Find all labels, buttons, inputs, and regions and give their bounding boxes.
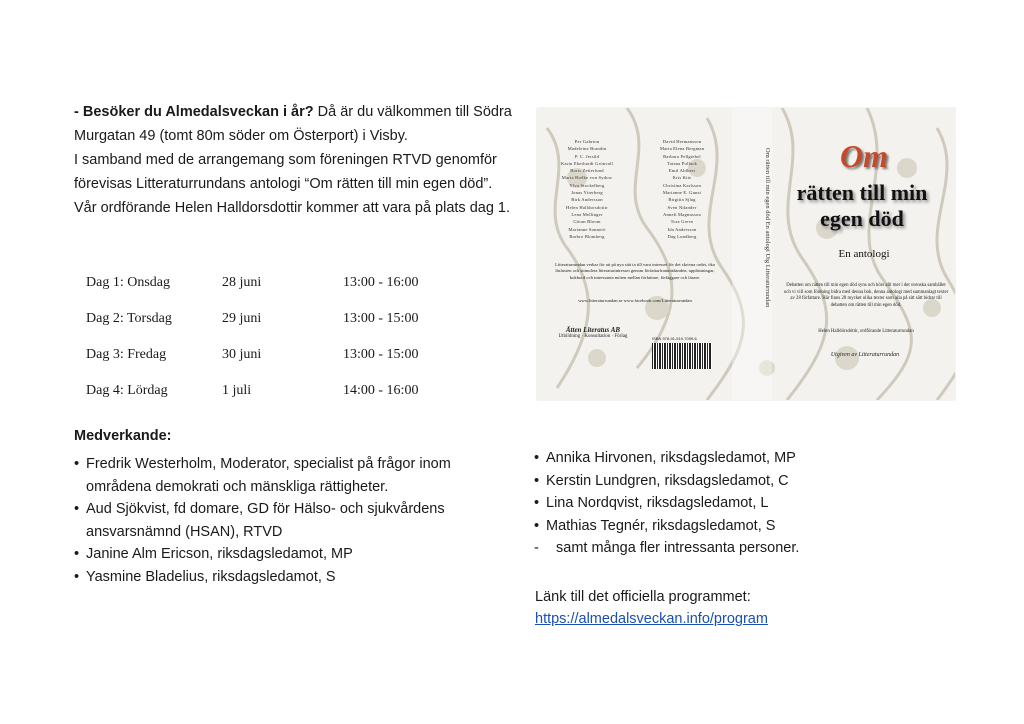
program-link[interactable]: https://almedalsveckan.info/program [535,611,768,627]
program-link-label: Länk till det officiella programmet: [535,589,751,605]
schedule-time: 13:00 - 15:00 [343,311,419,326]
author-name: Göran Bloom [573,219,601,225]
author-name: Marianne E. Gunst [662,190,702,196]
list-item: • Kerstin Lundgren, riksdagsledamot, C [534,470,954,493]
participants-right-list [534,447,954,560]
list-item: • Annika Hirvonen, riksdagsledamot, MP [534,447,954,470]
publisher-logo [545,326,641,339]
schedule-time: 13:00 - 15:00 [343,347,419,362]
schedule-date: 30 juni [222,347,262,362]
author-name: Per Gahrton [574,139,600,144]
publisher-sub: Utbildning · Konsultation · Förlag [558,334,628,339]
author-name: Kris Kite [672,175,692,181]
author-name: Barbara Fellgiebel [663,153,701,159]
schedule-date: 1 juli [222,383,252,398]
author-name: Tora Greve [670,219,694,225]
list-item: • Fredrik Westerholm, Moderator, specialist på frågor inom områdena demokrati och mänskliga rättigheter. [74,453,494,498]
author-name: Ida Andersson [667,226,697,232]
schedule-time: 13:00 - 16:00 [343,275,419,290]
schedule-day: Dag 4: Lördag [86,383,168,398]
author-name: Maria Bielke von Sydow [561,175,613,181]
author-name: Maria Elena Bergman [659,146,705,152]
spine-text: Om rätten till min egen död En antologi Utg Litteraturrundan [764,148,771,308]
list-item: • Janine Alm Ericson, riksdagsledamot, MP [74,543,494,566]
intro-lead-rest: Då är du välkommen till Södra Murgatan 49 (tomt 80m söder om Österport) i Visby. [74,104,512,144]
cover-subtitle: En antologi [838,248,890,260]
intro-lead-bold: - Besöker du Almedalsveckan i år? [74,104,314,120]
list-item-more: - samt många fler intressanta personer. [534,537,954,560]
list-item: • Aud Sjökvist, fd domare, GD för Hälso- och sjukvårdens ansvarsnämnd (HSAN), RTVD [74,498,494,543]
back-urls: www.litteraturrundan.se www.facebook.com/Litteraturrundan [578,298,692,303]
barcode [652,343,712,369]
author-names-left [539,138,635,240]
intro-para3: Vår ordförande Helen Halldorsdottir kommer att vara på plats dag 1. [74,200,511,216]
schedule-time: 14:00 - 16:00 [343,383,419,398]
author-name: Taiana Pollack [667,160,697,166]
front-publisher: Utgiven av Litteraturrundan [830,352,900,358]
participants-heading: Medverkande: [74,428,172,444]
author-name: David Hermansson [662,139,702,144]
schedule-day: Dag 3: Fredag [86,347,167,362]
schedule-date: 29 juni [222,311,262,326]
author-name: Sven Nilander [667,204,697,210]
schedule-date: 28 juni [222,275,262,290]
author-name: Karin Ekerhardt Grönvall [561,160,613,166]
front-blurb: Debatten om rätten till min egen död syns och hörs allt mer i det svenska samhället och vi vill som förening bidra med denna bok, denna antologi med sammanlagt texter av 28 författare. Här finns 28 mycket olika texter som alla på sitt sätt bidrar till debatten om rätten till min egen död. [783,283,949,308]
cover-title-om: Om [840,138,888,174]
list-item: • Mathias Tegnér, riksdagsledamot, S [534,515,954,538]
author-name: Emil Ahlbert [668,168,696,174]
cover-title-main: rätten till min egen död [796,180,928,231]
author-name: Lena Mellinger [571,211,603,217]
front-signature: Helen Halldórsdóttir, ordförande Litteraturrundan [818,329,914,334]
author-name: Madeleine Brandin [567,146,607,152]
author-name: Marianne Sonnerö [568,226,606,232]
list-item: • Yasmine Bladelius, riksdagsledamot, S [74,566,494,589]
participants-left-list [74,453,494,588]
author-name: Christina Karlsson [663,182,701,188]
list-item: • Lina Nordqvist, riksdagsledamot, L [534,492,954,515]
author-name: Jonas Ytterberg [571,190,603,196]
schedule-day: Dag 2: Torsdag [86,311,172,326]
author-name: Ylva Stockelberg [569,182,605,188]
isbn-text: ISBN 978-91-519-7099-6 [652,336,697,341]
author-names-right [634,138,730,240]
author-name: Boris Zetterlund [570,168,604,174]
schedule-day: Dag 1: Onsdag [86,275,170,290]
intro-text [74,100,514,220]
author-name: Birk Andersson [571,197,603,203]
author-name: Birgitta Sjlag [668,197,696,203]
author-name: P. C. Jersild [574,153,600,159]
back-blurb: Litteraturrundan verkar för att på nya sätt ta till vara intresset för det skrivna ordet, öka läslusten och stimulera litteraturintresset genom författarframträdanden, upplästningar, bokbord och intressanta möten mellan författare, förläggare och läsare. [555,262,715,280]
author-name: Dag Lundberg [667,233,697,239]
book-cover-image [537,108,955,400]
author-name: Barbro Blomberg [569,233,605,239]
intro-para2: I samband med de arrangemang som föreningen RTVD genomför förevisas Litteraturrundans antologi “Om rätten till min egen död”. [74,152,497,192]
author-name: Helen Halldorsdottir [566,204,608,210]
publisher-name: Ätten Literatus AB [565,326,621,334]
author-name: Anneli Magnusson [662,211,702,217]
